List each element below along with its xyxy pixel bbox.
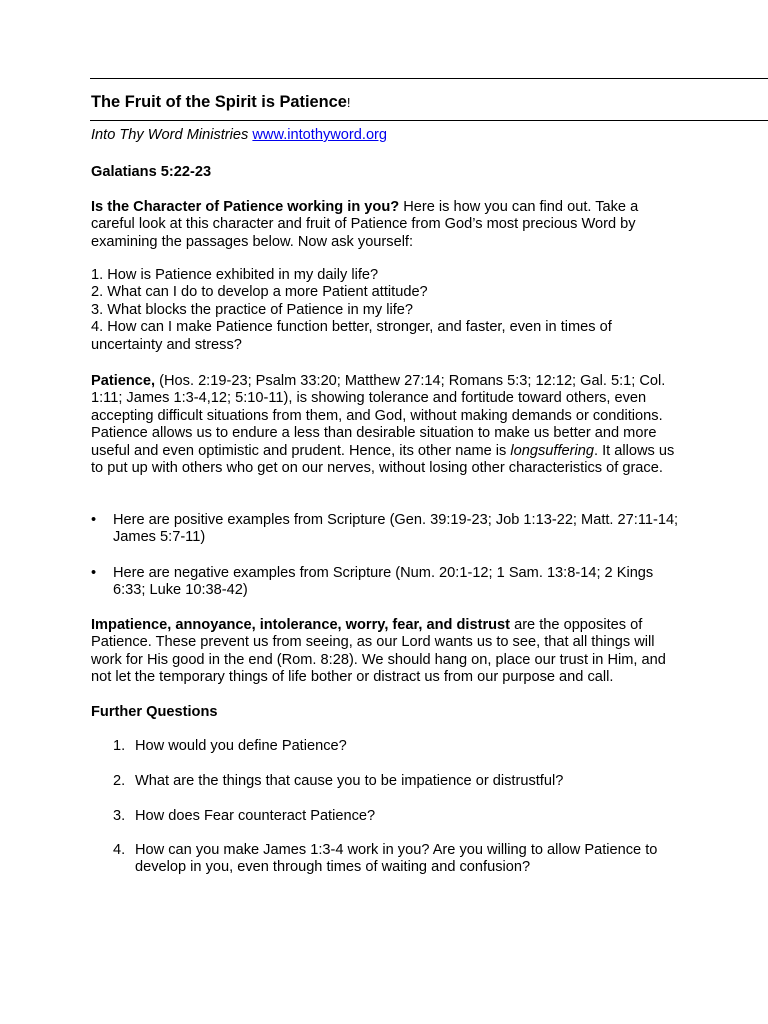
opposites-paragraph bbox=[91, 617, 681, 687]
page-title-exclamation: ! bbox=[346, 95, 351, 110]
patience-text-1: (Hos. 2:19-23; Psalm 33:20; Matthew 27:14; Romans 5:3; 12:12; Gal. 5:1; Col. 1:11; James 1:3-4,12; 5:10-11), is showing tolerance and fortitude toward others, even accepting difficult situations from them, and God, without making demands or conditions. Patience allows us to endure a less than desirable situation to make us better and more useful and even optimistic and prudent. Hence, its other name is bbox=[91, 373, 666, 459]
further-question-number: 4. bbox=[113, 842, 126, 858]
bullet-marker: • bbox=[91, 512, 97, 528]
further-question-text: How would you define Patience? bbox=[135, 738, 347, 754]
patience-term: Patience, bbox=[91, 373, 156, 389]
self-question-item: 1. How is Patience exhibited in my daily life? bbox=[91, 267, 379, 283]
bullet-marker: • bbox=[91, 565, 97, 581]
opposites-text: are the opposites of Patience. These prevent us from seeing, as our Lord wants us to see, that all things will work for His good in the end (Rom. 8:28). We should hang on, place our trust in Him, and not let the temporary things of life bother or distract us from our purpose and call. bbox=[91, 617, 666, 686]
further-question-text: How can you make James 1:3-4 work in you? Are you willing to allow Patience to develop in you, even through times of waiting and confusion? bbox=[135, 842, 658, 876]
further-question-number: 2. bbox=[113, 773, 126, 789]
top-rule bbox=[90, 78, 768, 79]
ministry-website-link[interactable]: www.intothyword.org bbox=[252, 127, 388, 143]
negative-examples-text: Here are negative examples from Scripture (Num. 20:1-12; 1 Sam. 13:8-14; 2 Kings 6:33; Luke 10:38-42) bbox=[113, 565, 654, 599]
page-title-text: The Fruit of the Spirit is Patience bbox=[91, 93, 347, 111]
further-question-text: How does Fear counteract Patience? bbox=[135, 808, 376, 824]
page-title bbox=[91, 92, 681, 113]
byline bbox=[91, 127, 681, 144]
title-rule bbox=[90, 120, 768, 121]
further-question-text: What are the things that cause you to be impatience or distrustful? bbox=[135, 773, 564, 789]
positive-examples-text: Here are positive examples from Scripture (Gen. 39:19-23; Job 1:13-22; Matt. 27:11-14; James 5:7-11) bbox=[113, 512, 679, 546]
patience-alt-name: longsuffering bbox=[510, 442, 594, 459]
further-question-number: 3. bbox=[113, 808, 126, 824]
ministry-name: Into Thy Word Ministries bbox=[91, 127, 249, 143]
intro-lead: Is the Character of Patience working in you? bbox=[91, 199, 400, 215]
self-question-item: 4. How can I make Patience function better, stronger, and faster, even in times of uncertainty and stress? bbox=[91, 319, 612, 353]
self-question-list bbox=[91, 267, 681, 354]
further-question-number: 1. bbox=[113, 738, 126, 754]
intro-paragraph bbox=[91, 199, 681, 251]
patience-text-2: . It allows us to put up with others who get on our nerves, without losing other characteristics of grace. bbox=[91, 442, 675, 477]
self-question-item: 3. What blocks the practice of Patience in my life? bbox=[91, 301, 414, 318]
intro-text: Here is how you can find out. Take a careful look at this character and fruit of Patience from God’s most precious Word by examining the passages below. Now ask yourself: bbox=[91, 199, 639, 250]
further-questions-heading: Further Questions bbox=[91, 704, 218, 720]
self-question-item: 2. What can I do to develop a more Patient attitude? bbox=[91, 284, 428, 301]
patience-definition bbox=[91, 373, 681, 477]
scripture-reference: Galatians 5:22-23 bbox=[91, 164, 212, 180]
opposites-lead: Impatience, annoyance, intolerance, worry, fear, and distrust bbox=[91, 617, 511, 633]
